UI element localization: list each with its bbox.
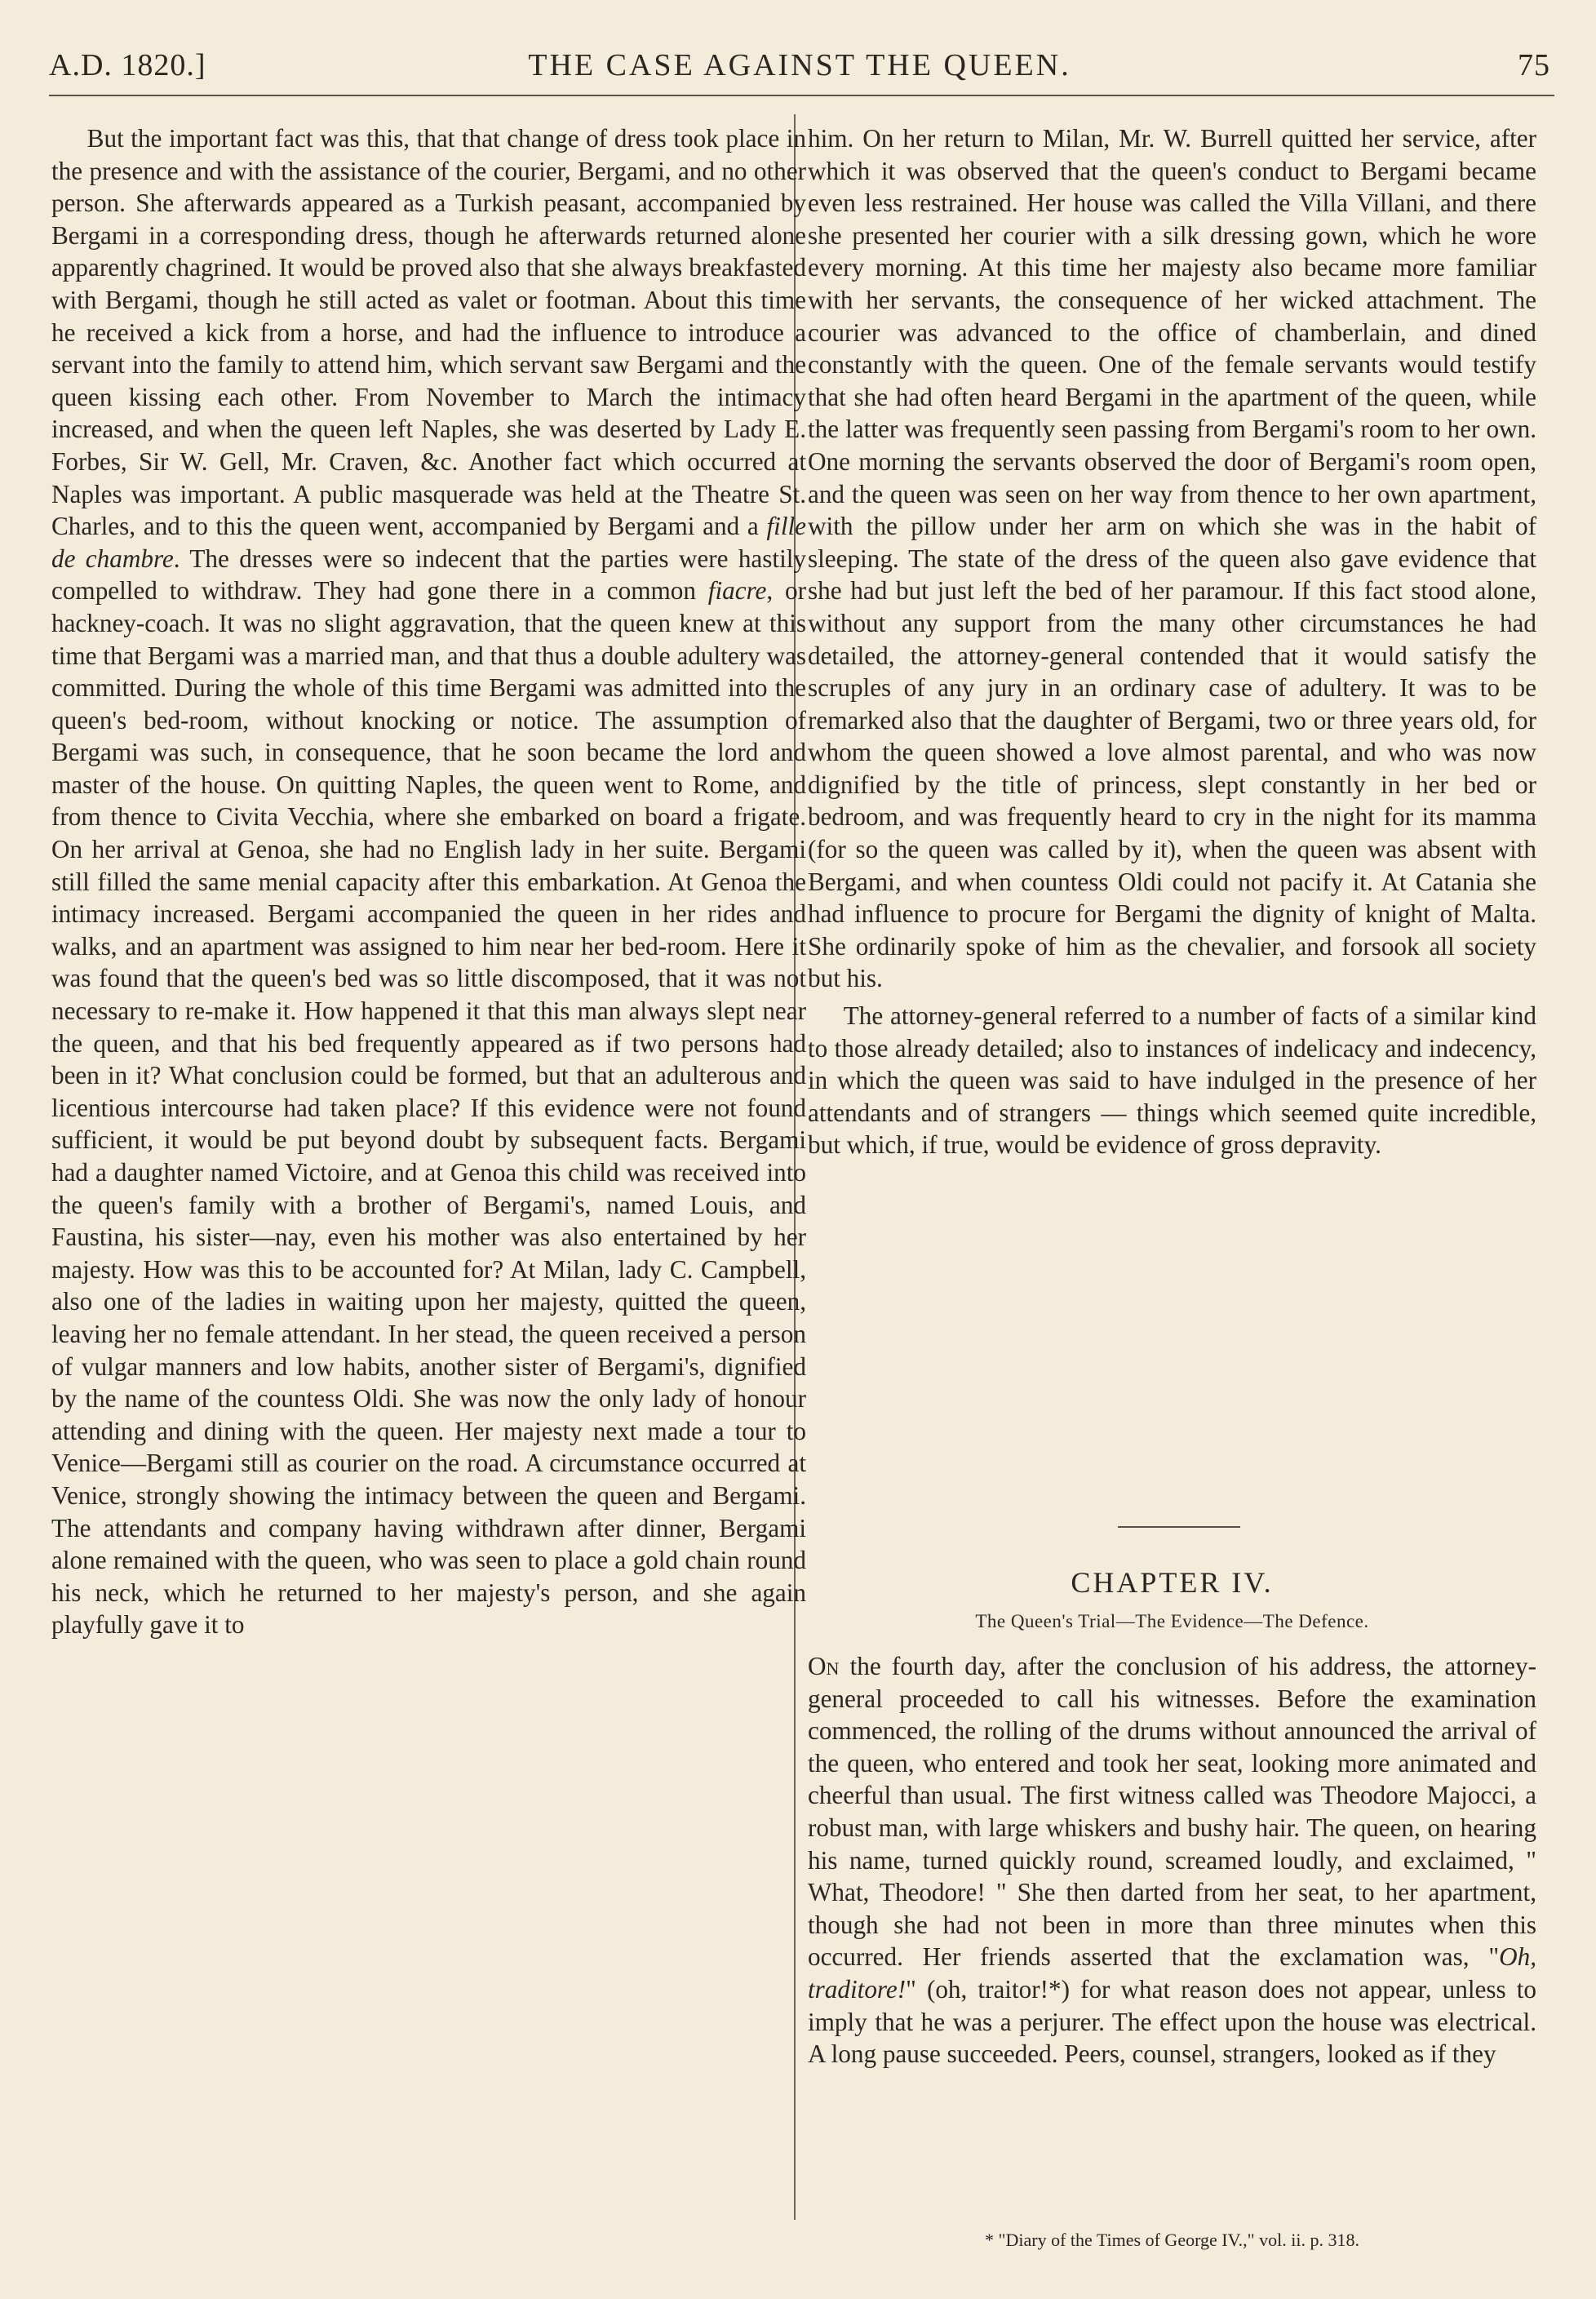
page-number: 75 <box>1518 48 1550 82</box>
chapter-paragraph <box>808 1650 1536 2070</box>
left-column <box>51 122 806 1641</box>
right-paragraph-1: him. On her return to Milan, Mr. W. Burrell quitted her service, after which it was observed that the queen's conduct to Bergami became even less restrained. Her house was called the Villa Villani, and there she presented her courier with a silk dressing gown, which he wore every morning. At this time her majesty also became more familiar with her servants, the consequence of her wicked attachment. The courier was advanced to the office of chamberlain, and dined constantly with the queen. One of the female servants would testify that she had often heard Bergami in the apartment of the queen, while the latter was frequently seen passing from Bergami's room to her own. One morning the servants observed the door of Bergami's room open, and the queen was seen on her way from thence to her own apartment, with the pillow under her arm on which she was in the habit of sleeping. The state of the dress of the queen also gave evidence that she had but just left the bed of her paramour. If this fact stood alone, without any support from the many other circumstances he had detailed, the attorney-general contended that it would satisfy the scruples of any jury in an ordinary case of adultery. It was to be remarked also that the daughter of Bergami, two or three years old, for whom the queen showed a love almost parental, and who was now dignified by the title of princess, slept constantly in her bed or bedroom, and was frequently heard to cry in the night for its mamma (for so the queen was called by it), when the queen was absent with Bergami, and when countess Oldi could not pacify it. At Catania she had influence to procure for Bergami the dignity of knight of Malta. She ordinarily spoke of him as the chevalier, and forsook all society but his. <box>808 124 1536 993</box>
chapter-dropcap: On <box>808 1652 840 1680</box>
chapter-subtitle: The Queen's Trial—The Evidence—The Defence. <box>975 1611 1369 1631</box>
right-paragraph-2: The attorney-general referred to a number of facts of a similar kind to those already detailed; also to instances of indelicacy and indecency, in which the queen was said to have indulged in the presence of her attendants and of strangers — things which seemed quite incredible, but which, if true, would be evidence of gross depravity. <box>808 1001 1536 1160</box>
header-date: A.D. 1820.] <box>49 48 206 82</box>
chapter-body <box>808 1650 1536 2070</box>
header-rule <box>49 95 1554 96</box>
left-text-b: . The dresses were so indecent that the parties were hastily compelled to withdraw. They had gone there in a common <box>51 544 806 606</box>
chapter-text-a: the fourth day, after the conclusion of his address, the attorney-general proceeded to call his witnesses. Before the examination commenced, the rolling of the drums without announced the arrival of the queen, who entered and took her seat, looking more animated and cheerful than usual. The first witness called was Theodore Majocci, a robust man, with large whiskers and bushy hair. The queen, on hearing his name, turned quickly round, screamed loudly, and exclaimed, " What, Theodore! " She then darted from her seat, to her apartment, though she had not been in more than three minutes when this occurred. Her friends asserted that the exclamation was, " <box>808 1652 1536 1972</box>
italic-fille: fille de chambre <box>51 512 806 573</box>
running-header <box>49 47 1550 96</box>
left-paragraph <box>51 122 806 1641</box>
header-title: THE CASE AGAINST THE QUEEN. <box>528 48 1071 82</box>
right-column <box>808 122 1536 1161</box>
left-text-a: But the important fact was this, that that change of dress took place in the presence and with the assistance of the courier, Bergami, and no other person. She afterwards appeared as a Turkish peasant, accompanied by Bergami in a corresponding dress, though he afterwards returned alone apparently chagrined. It would be proved also that she always breakfasted with Bergami, though he still acted as valet or footman. About this time he received a kick from a horse, and had the influence to introduce a servant into the family to attend him, which servant saw Bergami and the queen kissing each other. From November to March the intimacy increased, and when the queen left Naples, she was deserted by Lady E. Forbes, Sir W. Gell, Mr. Craven, &c. Another fact which occurred at Naples was important. A public masquerade was held at the Theatre St. Charles, and to this the queen went, accompanied by Bergami and a <box>51 124 806 541</box>
italic-fiacre: fiacre <box>707 576 767 606</box>
chapter-title: CHAPTER IV. <box>1071 1566 1274 1599</box>
chapter-text-b: " (oh, traitor!*) for what reason does not appear, unless to imply that he was a perjurer. The effect upon the house was electrical. A long pause succeeded. Peers, counsel, strangers, looked as if they <box>808 1974 1536 2069</box>
footnote: * "Diary of the Times of George IV.," vol. ii. p. 318. <box>985 2230 1359 2250</box>
left-text-c: , or hackney-coach. It was no slight aggravation, that the queen knew at this time that Bergami was a married man, and that thus a double adultery was committed. During the whole of this time Bergami was admitted into the queen's bed-room, without knocking or notice. The assumption of Bergami was such, in consequence, that he soon became the lord and master of the house. On quitting Naples, the queen went to Rome, and from thence to Civita Vecchia, where she embarked on board a frigate. On her arrival at Genoa, she had no English lady in her suite. Bergami still filled the same menial capacity after this embarkation. At Genoa the intimacy increased. Bergami accompanied the queen in her rides and walks, and an apartment was assigned to him near her bed-room. Here it was found that the queen's bed was so little discomposed, that it was not necessary to re-make it. How happened it that this man always slept near the queen, and that his bed frequently appeared as if two persons had been in it? What conclusion could be formed, but that an adulterous and licentious intercourse had taken place? If this evidence were not found sufficient, it would be put beyond doubt by subsequent facts. Bergami had a daughter named Victoire, and at Genoa this child was received into the queen's family with a brother of Bergami's, named Louis, and Faustina, his sister—nay, even his mother was also entertained by her majesty. How was this to be accounted for? At Milan, lady C. Campbell, also one of the ladies in waiting upon her majesty, quitted the queen, leaving her no female attendant. In her stead, the queen received a person of vulgar manners and low habits, another sister of Bergami's, dignified by the name of the countess Oldi. She was now the only lady of honour attending and dining with the queen. Her majesty next made a tour to Venice—Bergami still as courier on the road. A circumstance occurred at Venice, strongly showing the intimacy between the queen and Bergami. The attendants and company having withdrawn after dinner, Bergami alone remained with the queen, who was seen to place a gold chain round his neck, which he returned to her majesty's person, and she again playfully gave it to <box>51 576 806 1640</box>
italic-traditore: Oh, traditore! <box>808 1942 1536 2004</box>
chapter-rule <box>1118 1526 1240 1528</box>
